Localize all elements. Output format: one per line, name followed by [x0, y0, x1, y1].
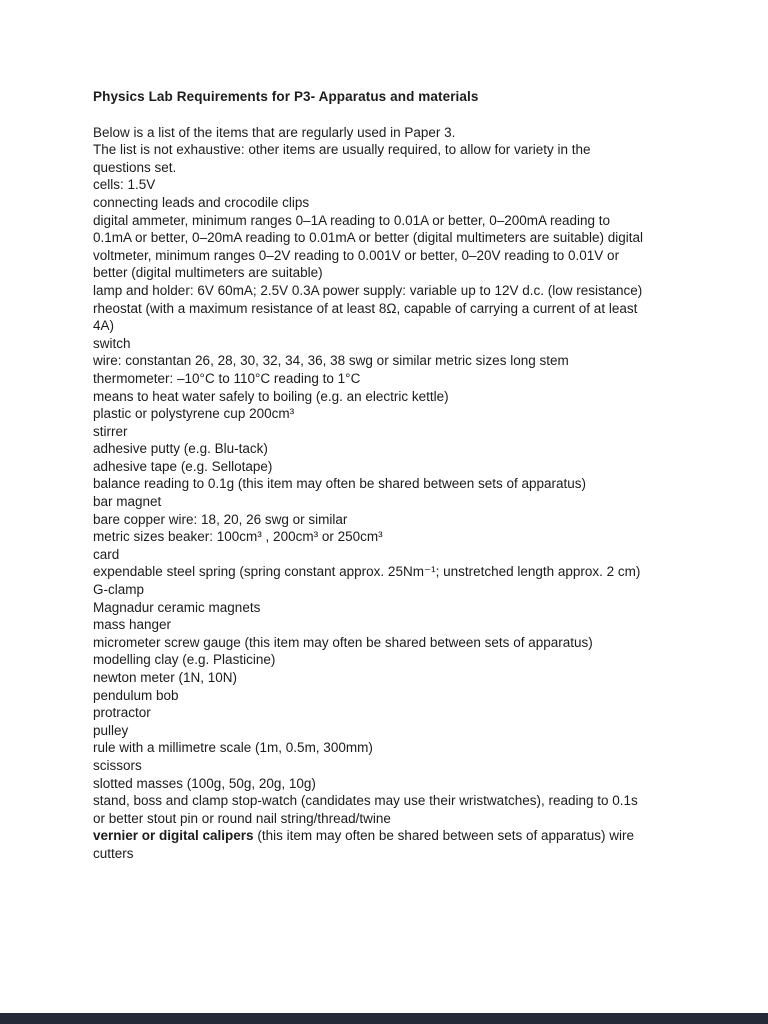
text-run: connecting leads and crocodile clips: [93, 194, 310, 210]
page-gap-strip: [0, 1013, 768, 1024]
text-line: [93, 722, 708, 740]
text-line: [93, 317, 708, 335]
text-line: [93, 212, 708, 230]
text-run: card: [93, 546, 120, 562]
text-run: digital ammeter, minimum ranges 0–1A reading to 0.01A or better, 0–200mA reading to: [93, 212, 611, 228]
text-run: modelling clay (e.g. Plasticine): [93, 652, 276, 668]
text-line: [93, 159, 708, 177]
text-line: [93, 704, 708, 722]
text-line: [93, 563, 708, 581]
text-run: adhesive putty (e.g. Blu-tack): [93, 441, 268, 457]
text-line: [93, 282, 708, 300]
text-line: [93, 247, 708, 265]
text-line: [93, 827, 708, 845]
text-run: 0.1mA or better, 0–20mA reading to 0.01mA or better (digital multimeters are suitable) digital: [93, 230, 644, 246]
page-content: [93, 88, 708, 863]
text-run: mass hanger: [93, 617, 172, 633]
text-run: better (digital multimeters are suitable): [93, 265, 323, 281]
text-run: rheostat (with a maximum resistance of at least 8Ω, capable of carrying a current of at least: [93, 300, 638, 316]
document-body: [93, 124, 708, 863]
text-line: [93, 124, 708, 142]
text-line: [93, 651, 708, 669]
text-line: [93, 405, 708, 423]
text-run: Below is a list of the items that are regularly used in Paper 3.: [93, 124, 456, 140]
text-run: means to heat water safely to boiling (e.g. an electric kettle): [93, 388, 449, 404]
text-run: metric sizes beaker: 100cm³ , 200cm³ or 250cm³: [93, 529, 383, 545]
text-line: [93, 370, 708, 388]
bold-text-run: vernier or digital calipers: [93, 828, 254, 844]
text-line: [93, 176, 708, 194]
text-run: scissors: [93, 757, 142, 773]
text-run: Magnadur ceramic magnets: [93, 599, 261, 615]
text-line: [93, 335, 708, 353]
text-run: questions set.: [93, 159, 177, 175]
text-run: wire: constantan 26, 28, 30, 32, 34, 36, 38 swg or similar metric sizes long stem: [93, 353, 569, 369]
document-title: Physics Lab Requirements for P3- Apparatus and materials: [93, 89, 479, 104]
text-line: [93, 141, 708, 159]
text-line: [93, 264, 708, 282]
text-line: [93, 388, 708, 406]
text-line: [93, 757, 708, 775]
text-line: [93, 599, 708, 617]
text-run: voltmeter, minimum ranges 0–2V reading to 0.001V or better, 0–20V reading to 0.01V or: [93, 247, 620, 263]
text-run: micrometer screw gauge (this item may often be shared between sets of apparatus): [93, 634, 593, 650]
text-run: balance reading to 0.1g (this item may often be shared between sets of apparatus): [93, 476, 587, 492]
text-run: plastic or polystyrene cup 200cm³: [93, 406, 295, 422]
text-line: [93, 229, 708, 247]
text-line: [93, 634, 708, 652]
text-run: switch: [93, 335, 131, 351]
text-run: rule with a millimetre scale (1m, 0.5m, 300mm): [93, 740, 373, 756]
text-run: pendulum bob: [93, 687, 179, 703]
text-line: [93, 775, 708, 793]
text-run: thermometer: –10°C to 110°C reading to 1°C: [93, 370, 361, 386]
text-line: [93, 739, 708, 757]
text-run: bare copper wire: 18, 20, 26 swg or similar: [93, 511, 348, 527]
text-run: cells: 1.5V: [93, 177, 156, 193]
text-run: protractor: [93, 705, 151, 721]
text-run: stirrer: [93, 423, 128, 439]
text-line: [93, 493, 708, 511]
text-line: [93, 687, 708, 705]
text-line: [93, 423, 708, 441]
text-run: (this item may often be shared between sets of apparatus) wire: [253, 828, 635, 844]
text-line: [93, 352, 708, 370]
text-run: or better stout pin or round nail string/thread/twine: [93, 810, 391, 826]
text-line: [93, 810, 708, 828]
text-line: [93, 458, 708, 476]
text-run: expendable steel spring (spring constant approx. 25Nm⁻¹; unstretched length approx. 2 cm): [93, 564, 641, 580]
text-line: [93, 546, 708, 564]
text-line: [93, 475, 708, 493]
text-run: G-clamp: [93, 582, 145, 598]
text-run: The list is not exhaustive: other items are usually required, to allow for variety in the: [93, 142, 591, 158]
text-line: [93, 194, 708, 212]
text-run: cutters: [93, 845, 134, 861]
text-run: stand, boss and clamp stop-watch (candidates may use their wristwatches), reading to 0.1s: [93, 793, 638, 809]
text-run: pulley: [93, 722, 129, 738]
text-line: [93, 511, 708, 529]
text-line: [93, 528, 708, 546]
text-line: [93, 845, 708, 863]
text-run: adhesive tape (e.g. Sellotape): [93, 458, 273, 474]
text-run: slotted masses (100g, 50g, 20g, 10g): [93, 775, 316, 791]
text-run: bar magnet: [93, 494, 162, 510]
text-run: 4A): [93, 318, 115, 334]
text-line: [93, 440, 708, 458]
text-line: [93, 669, 708, 687]
text-line: [93, 581, 708, 599]
text-line: [93, 616, 708, 634]
text-line: [93, 300, 708, 318]
text-line: [93, 792, 708, 810]
text-run: newton meter (1N, 10N): [93, 670, 238, 685]
text-run: lamp and holder: 6V 60mA; 2.5V 0.3A power supply: variable up to 12V d.c. (low resistance): [93, 282, 643, 298]
